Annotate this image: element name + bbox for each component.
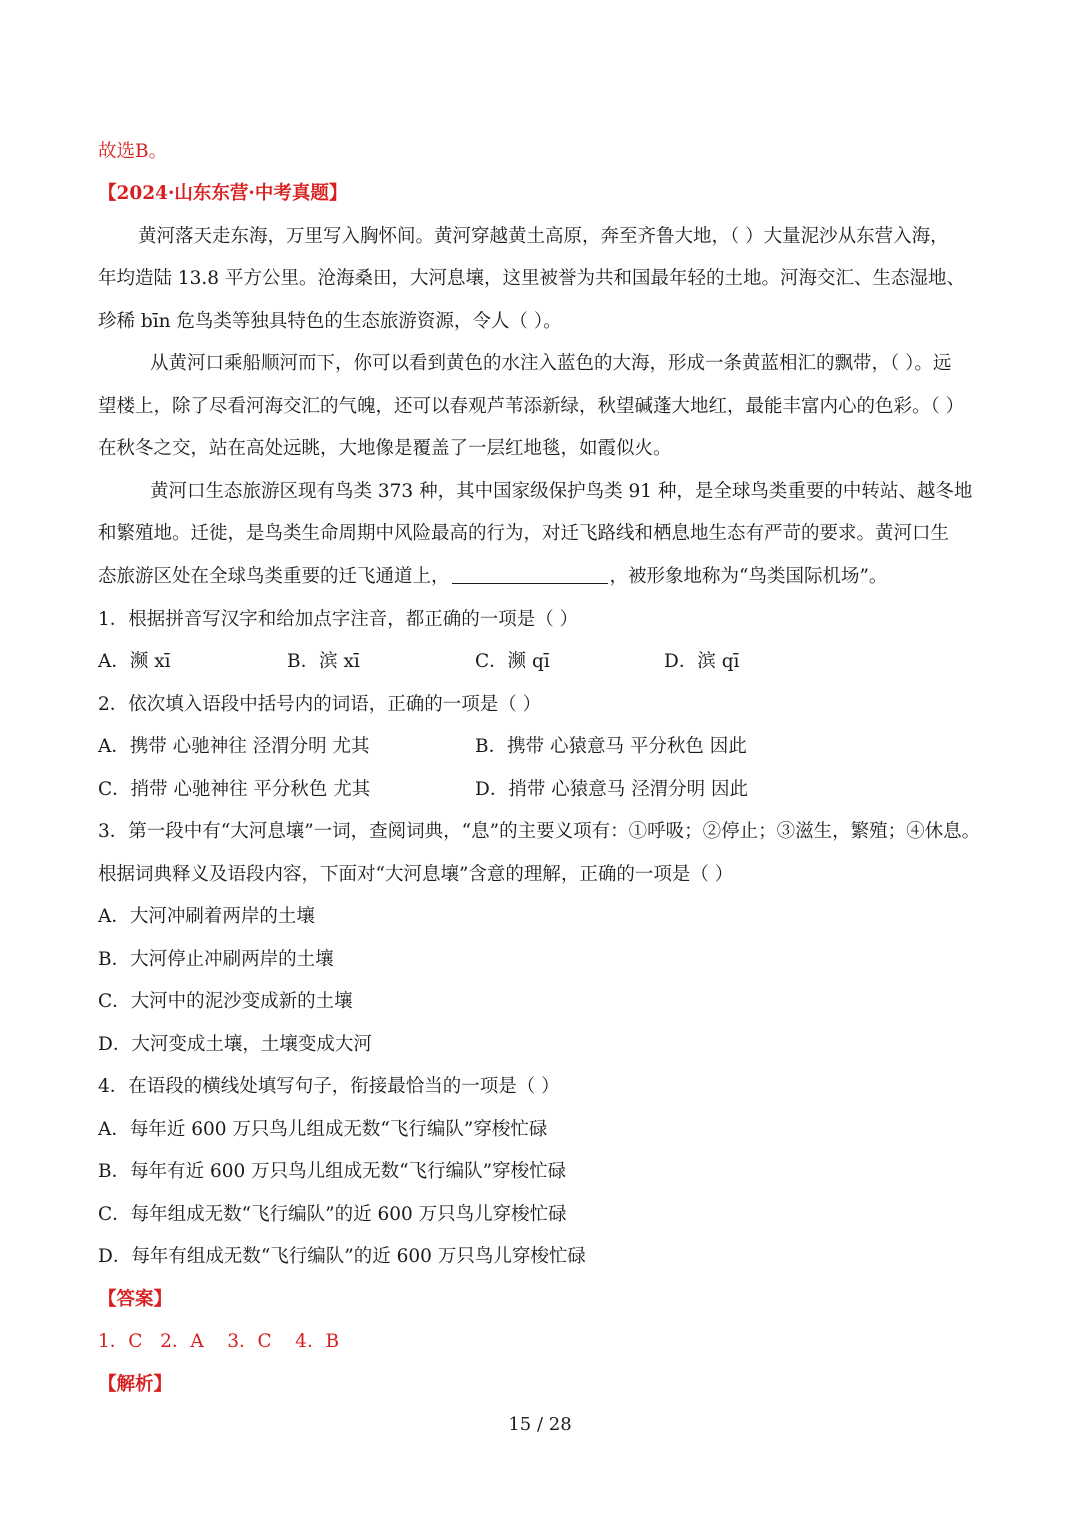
analysis-label: 【解析】 [98,1374,173,1395]
question-1-options [98,649,998,675]
option: B．携带 心猿意马 平分秋色 因此 [475,736,747,757]
passage-line: 黄河口生态旅游区现有鸟类 373 种，其中国家级保护鸟类 91 种，是全球鸟类重要的中转站、越冬地 [150,481,973,502]
passage-line: 黄河落天走东海，万里写入胸怀间。黄河穿越黄土高原，奔至齐鲁大地，（ ）大量泥沙从东营入海， [138,226,949,247]
question-3-stem: 根据词典释义及语段内容，下面对“大河息壤”含意的理解，正确的一项是（ ） [98,864,734,885]
option: B．滨 xī [287,651,360,672]
fill-blank [452,565,608,584]
question-2-options [98,777,998,803]
question-4-stem: 4．在语段的横线处填写句子，衔接最恰当的一项是（ ） [98,1076,560,1097]
option: C．大河中的泥沙变成新的土壤 [98,991,353,1012]
option: B．每年有近 600 万只鸟儿组成无数“飞行编队”穿梭忙碌 [98,1161,567,1182]
passage-line [98,564,998,590]
option: A．每年近 600 万只鸟儿组成无数“飞行编队”穿梭忙碌 [98,1119,548,1140]
previous-answer: 故选B。 [98,141,168,162]
passage-line: 年均造陆 13.8 平方公里。沧海桑田，大河息壤，这里被誉为共和国最年轻的土地。河海交汇、生态湿地、 [98,268,965,289]
option: D．大河变成土壤，土壤变成大河 [98,1034,372,1055]
option: A．濒 xī [98,651,171,672]
source-tag: 【2024·山东东营·中考真题】 [98,183,348,204]
passage-text: ，被形象地称为“鸟类国际机场”。 [609,566,888,587]
question-1-stem: 1．根据拼音写汉字和给加点字注音，都正确的一项是（ ） [98,609,579,630]
passage-text: 态旅游区处在全球鸟类重要的迁飞通道上， [98,566,450,587]
option: D．捎带 心猿意马 泾渭分明 因此 [475,779,748,800]
passage-line: 望楼上，除了尽看河海交汇的气魄，还可以春观芦苇添新绿，秋望碱蓬大地红，最能丰富内心的色彩。（ ） [98,396,965,417]
passage-line: 在秋冬之交，站在高处远眺，大地像是覆盖了一层红地毯，如霞似火。 [98,438,672,459]
passage-line: 珍稀 bīn 危鸟类等独具特色的生态旅游资源，令人（ ）。 [98,311,562,332]
question-3-stem: 3．第一段中有“大河息壤”一词，查阅词典，“息”的主要义项有：①呼吸；②停止；③滋生，繁殖；④休息。 [98,821,981,842]
answer-label: 【答案】 [98,1289,173,1310]
passage-line: 从黄河口乘船顺河而下，你可以看到黄色的水注入蓝色的大海，形成一条黄蓝相汇的飘带，（ ）。远 [150,353,952,374]
passage-line: 和繁殖地。迁徙，是鸟类生命周期中风险最高的行为，对迁飞路线和栖息地生态有严苛的要求。黄河口生 [98,523,950,544]
option: C．捎带 心驰神往 平分秋色 尤其 [98,779,371,800]
option: C．濒 qī [475,651,550,672]
option: D．滨 qī [664,651,740,672]
answers: 1．C 2．A 3．C 4．B [98,1331,340,1352]
option: C．每年组成无数“飞行编队”的近 600 万只鸟儿穿梭忙碌 [98,1204,567,1225]
option: B．大河停止冲刷两岸的土壤 [98,949,334,970]
page-number: 15 / 28 [508,1414,572,1435]
question-2-stem: 2．依次填入语段中括号内的词语，正确的一项是（ ） [98,694,542,715]
question-2-options [98,734,998,760]
option: D．每年有组成无数“飞行编队”的近 600 万只鸟儿穿梭忙碌 [98,1246,586,1267]
option: A．大河冲刷着两岸的土壤 [98,906,315,927]
option: A．携带 心驰神往 泾渭分明 尤其 [98,736,370,757]
